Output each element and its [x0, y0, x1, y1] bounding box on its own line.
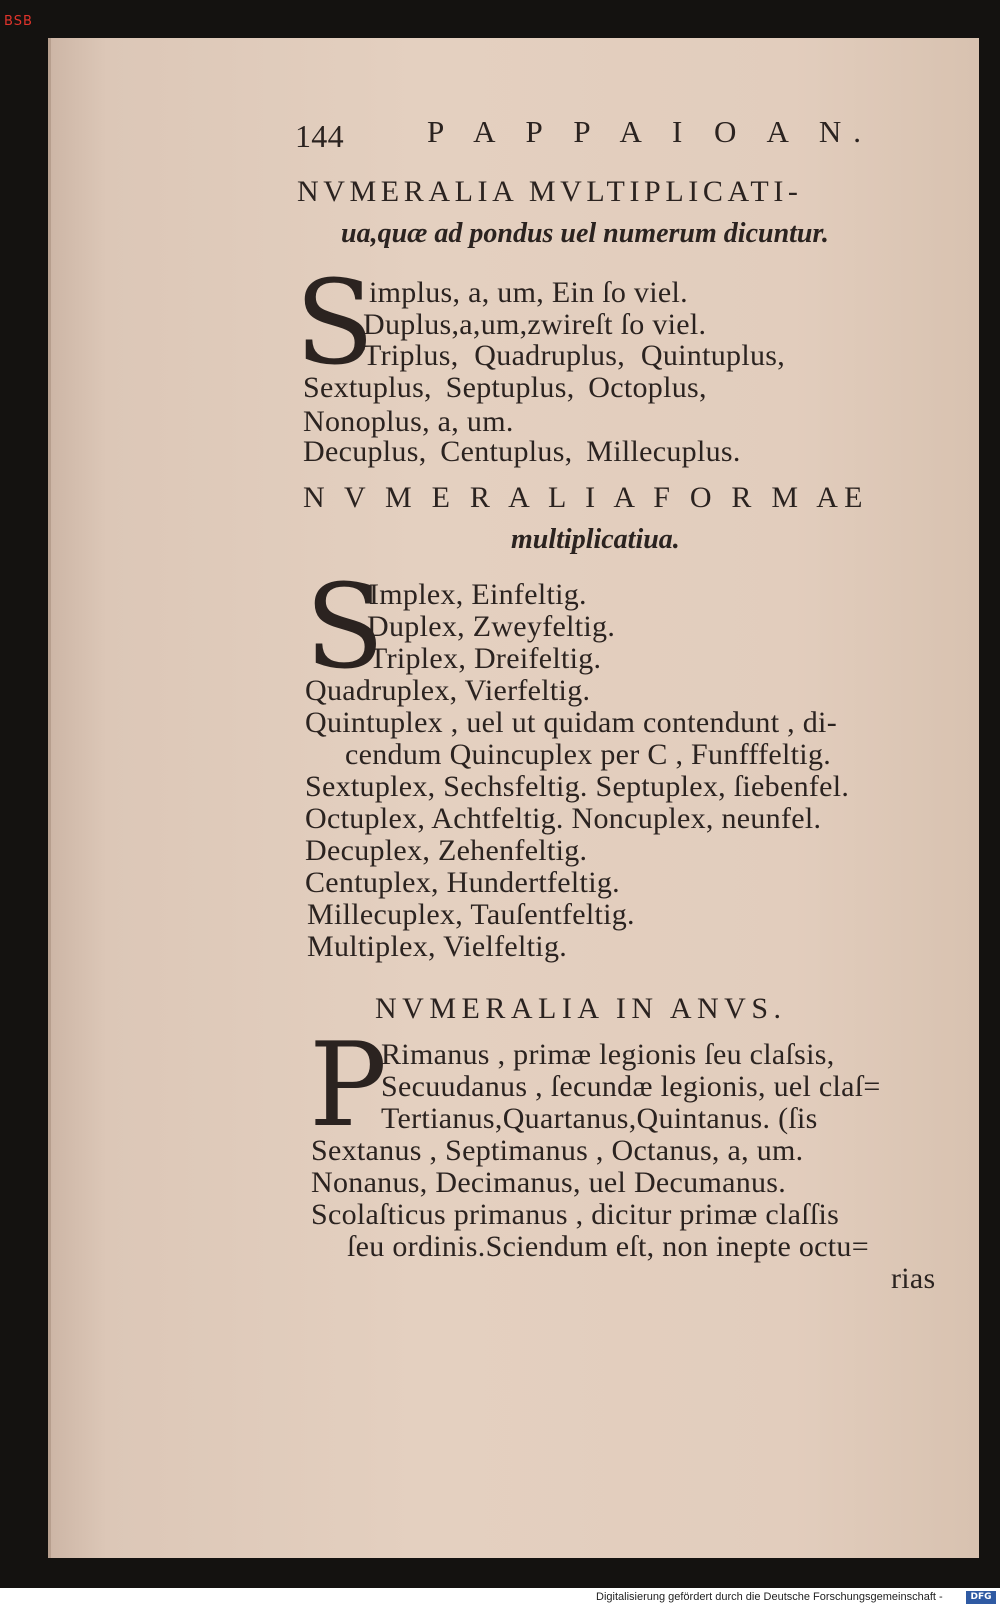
section1-subheading: ua,quæ ad pondus uel numerum dicuntur. [341, 218, 829, 249]
section3-line-4: Sextanus , Septimanus , Octanus, a, um. [311, 1134, 804, 1167]
book-page [48, 38, 979, 1558]
section3-line-3: Tertianus,Quartanus,Quintanus. (ſis [381, 1102, 818, 1135]
section2-line-2: Duplex, Zweyfeltig. [367, 610, 616, 643]
section2-line-6: cendum Quincuplex per C , Funfffeltig. [345, 738, 832, 771]
footer-credit: Digitalisierung gefördert durch die Deutsche Forschungsgemeinschaft - [596, 1591, 943, 1603]
section2-line-11: Millecuplex, Tauſentfeltig. [307, 898, 635, 931]
section1-line-6: Decuplus, Centuplus, Millecuplus. [303, 435, 741, 468]
library-mark: BSB [4, 14, 33, 29]
section2-line-10: Centuplex, Hundertfeltig. [305, 866, 620, 899]
section2-heading: N V M E R A L I A F O R M AE [303, 481, 869, 514]
section1-line-2: Duplus,a,um,zwireſt ſo viel. [363, 308, 707, 341]
section1-heading: NVMERALIA MVLTIPLICATI- [297, 175, 803, 208]
section3-line-8: rias [891, 1262, 936, 1295]
section2-line-4: Quadruplex, Vierfeltig. [305, 674, 591, 707]
running-title: P A P P A I O A N. [427, 114, 874, 149]
section2-line-7: Sextuplex, Sechsfeltig. Septuplex, ſiebenfel. [305, 770, 850, 803]
drop-cap-s-2: S [305, 560, 385, 695]
section3-line-5: Nonanus, Decimanus, uel Decumanus. [311, 1166, 787, 1199]
section1-line-1: implus, a, um, Ein ſo viel. [369, 276, 688, 309]
section3-line-6: Scolaſticus primanus , dicitur primæ claſſis [311, 1198, 840, 1231]
section2-line-8: Octuplex, Achtfeltig. Noncuplex, neunfel. [305, 802, 822, 835]
section2-line-3: Triplex, Dreifeltig. [369, 642, 602, 675]
section3-line-7: ſeu ordinis.Sciendum eſt, non inepte octu= [347, 1230, 869, 1263]
section2-line-9: Decuplex, Zehenfeltig. [305, 834, 588, 867]
drop-cap-p: P [309, 1018, 388, 1153]
page-number: 144 [295, 118, 344, 154]
section1-line-3: Triplus, Quadruplus, Quintuplus, [363, 339, 786, 372]
section2-line-12: Multiplex, Vielfeltig. [307, 930, 568, 963]
section2-subheading: multiplicatiua. [511, 524, 680, 555]
section3-heading: NVMERALIA IN ANVS. [375, 992, 787, 1025]
section1-line-4: Sextuplus, Septuplus, Octoplus, [303, 371, 707, 404]
section1-line-5: Nonoplus, a, um. [303, 405, 514, 438]
section3-line-1: Rimanus , primæ legionis ſeu claſsis, [381, 1038, 835, 1071]
section2-line-1: Implex, Einfeltig. [369, 578, 587, 611]
section2-line-5: Quintuplex , uel ut quidam contendunt , di- [305, 706, 837, 739]
dfg-logo: DFG [966, 1591, 996, 1604]
drop-cap-s-1: S [295, 256, 375, 391]
section3-line-2: Secuudanus , ſecundæ legionis, uel claſ= [381, 1070, 881, 1103]
